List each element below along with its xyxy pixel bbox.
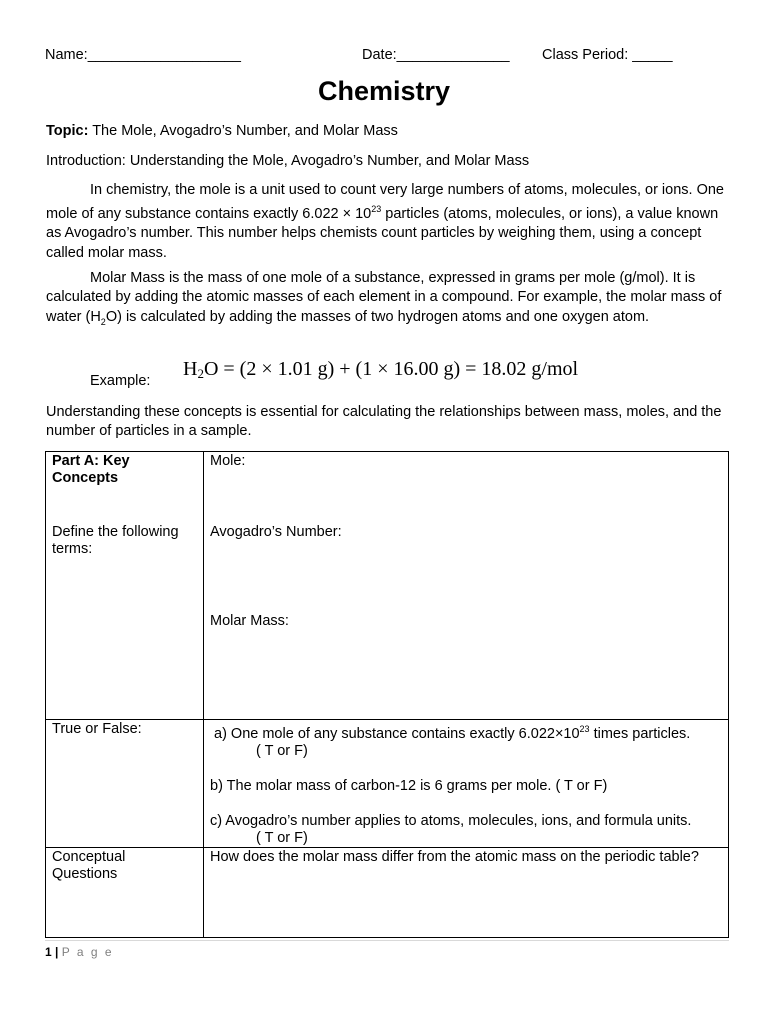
part-a-instruction: Define the following terms: bbox=[52, 524, 179, 557]
part-a-title: Part A: Key Concepts bbox=[52, 453, 130, 486]
statement-a[interactable] bbox=[210, 720, 728, 743]
subscript: 2 bbox=[100, 316, 106, 327]
exponent: 23 bbox=[371, 204, 382, 215]
statement-a-text-end: times particles. bbox=[589, 725, 691, 742]
table-row bbox=[46, 847, 729, 937]
conceptual-label: Conceptual Questions bbox=[52, 848, 126, 882]
true-false-label: True or False: bbox=[52, 721, 142, 737]
topic-line bbox=[46, 122, 726, 141]
example-label: Example: bbox=[90, 373, 151, 389]
water-molar-mass-equation bbox=[183, 358, 578, 382]
topic-text: The Mole, Avogadro’s Number, and Molar Mass bbox=[92, 123, 398, 139]
statement-c[interactable]: c) Avogadro’s number applies to atoms, molecules, ions, and formula units. bbox=[210, 812, 692, 829]
statement-a-text: a) One mole of any substance contains exactly 6.022×10 bbox=[214, 725, 580, 742]
table-row bbox=[46, 720, 729, 848]
statement-a-choice[interactable]: ( T or F) bbox=[256, 742, 308, 759]
true-false-statements bbox=[204, 720, 729, 848]
table-row bbox=[46, 452, 729, 720]
equation-h: H bbox=[183, 358, 198, 380]
conceptual-question: How does the molar mass differ from the atomic mass on the periodic table? bbox=[210, 848, 699, 865]
paragraph-mole-text-1: In chemistry, the mole is a unit used to count very large numbers of atoms, molecules, or ions. One mole of any substance contains exactly 6.022 × 10 bbox=[46, 182, 724, 223]
statement-a-exponent: 23 bbox=[579, 724, 590, 734]
name-field: Name:___________________ bbox=[45, 47, 241, 63]
topic-label: Topic: bbox=[46, 123, 89, 139]
term-avogadros-number: Avogadro’s Number: bbox=[210, 524, 342, 540]
introduction-line: Introduction: Understanding the Mole, Avogadro’s Number, and Molar Mass bbox=[46, 153, 530, 169]
page-title: Chemistry bbox=[317, 76, 451, 106]
page-word: P a g e bbox=[61, 945, 114, 959]
statement-c-choice[interactable]: ( T or F) bbox=[256, 829, 308, 846]
paragraph-molar-mass bbox=[46, 269, 726, 332]
term-mole: Mole: bbox=[210, 453, 246, 469]
paragraph-mole bbox=[46, 181, 726, 263]
page-separator: | bbox=[55, 945, 59, 959]
paragraph-summary: Understanding these concepts is essential for calculating the relationships between mass, moles, and the number of particles in a sample. bbox=[46, 404, 722, 440]
class-period-field: Class Period: _____ bbox=[542, 47, 673, 63]
conceptual-answer-cell[interactable] bbox=[204, 847, 729, 937]
worksheet-table bbox=[45, 451, 729, 938]
definitions-cell[interactable] bbox=[204, 452, 729, 720]
true-false-cell bbox=[46, 720, 204, 848]
equation-subscript: 2 bbox=[197, 366, 204, 381]
equation-rest: O = (2 × 1.01 g) + (1 × 16.00 g) = 18.02 g/mol bbox=[203, 358, 579, 380]
page-number: 1 bbox=[45, 945, 52, 959]
part-a-cell bbox=[46, 452, 204, 720]
term-molar-mass: Molar Mass: bbox=[210, 613, 289, 629]
page-footer bbox=[45, 945, 114, 959]
paragraph-mole-text-2: particles (atoms, molecules, or ions), a value known as Avogadro’s number. This number helps chemists count particles by weighing them, using a concept called molar mass. bbox=[46, 206, 719, 261]
date-field: Date:______________ bbox=[362, 47, 510, 63]
footer-divider bbox=[45, 940, 729, 941]
paragraph-molar-mass-text-2: O) is calculated by adding the masses of two hydrogen atoms and one oxygen atom. bbox=[105, 308, 650, 325]
conceptual-cell bbox=[46, 847, 204, 937]
statement-b[interactable]: b) The molar mass of carbon-12 is 6 grams per mole. ( T or F) bbox=[210, 777, 608, 794]
paragraph-molar-mass-text-1: Molar Mass is the mass of one mole of a substance, expressed in grams per mole (g/mol). It is calculated by adding the atomic masses of each element in a compound. For example, the molar mass of water (H bbox=[46, 270, 722, 325]
